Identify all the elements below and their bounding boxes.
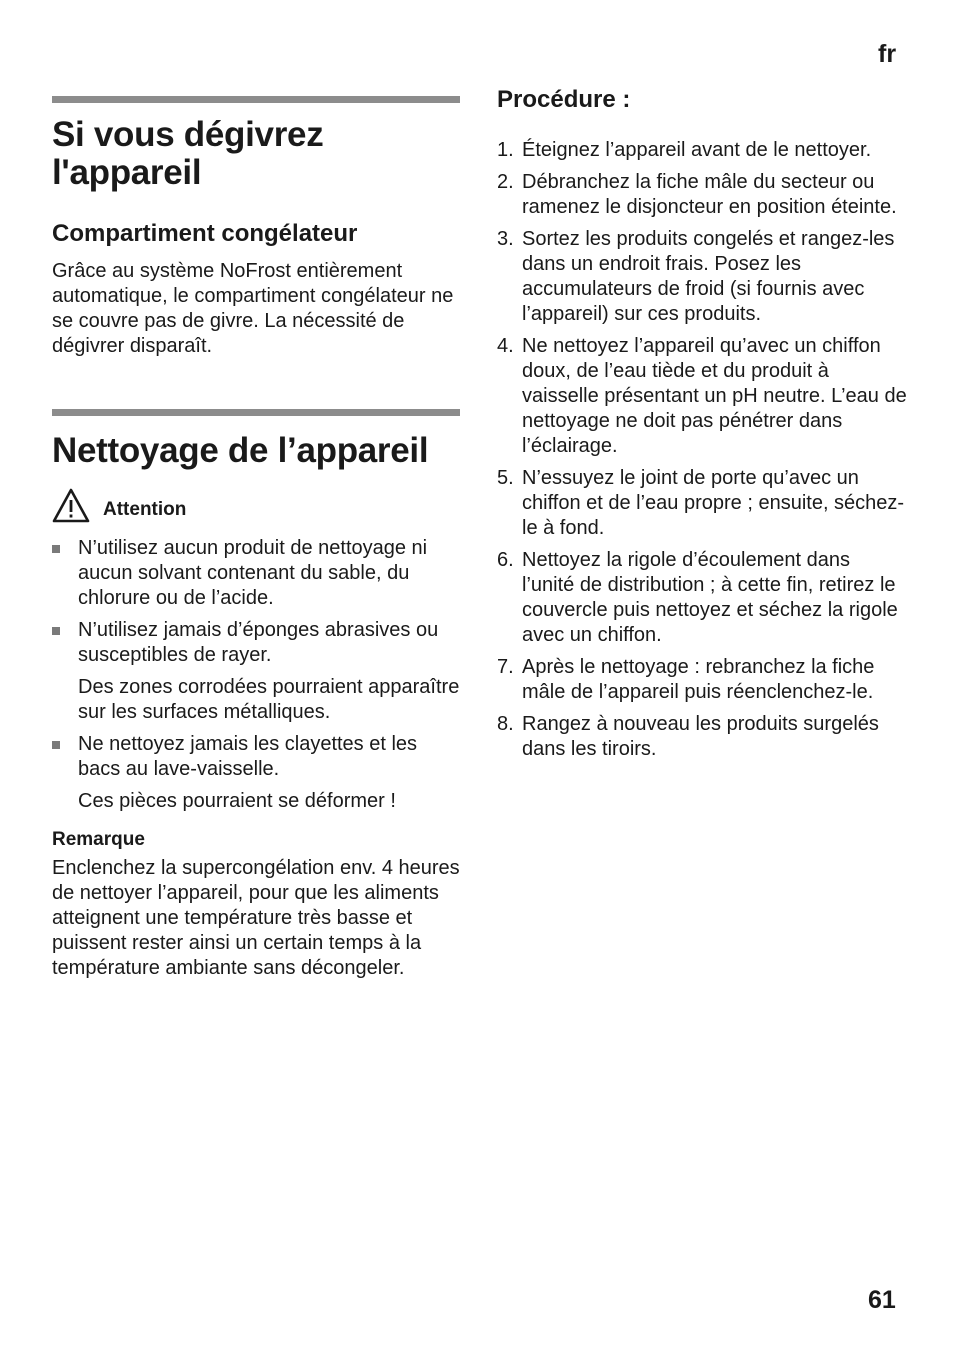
step-text: Éteignez l’appareil avant de le nettoyer. [522,139,872,161]
square-bullet-icon [52,741,60,749]
nofrost-paragraph: Grâce au système NoFrost entièrement automatique, le compartiment congélateur ne se couvre pas de givre. La nécessité de dégivrer disparaît. [52,260,454,357]
procedure-step [497,334,907,459]
procedure-step [497,170,907,220]
section-title-defrost: Si vous dégivrez l'appareil [52,115,324,192]
step-text: Nettoyez la rigole d’écoulement dans l’unité de distribution ; à cette fin, retirez le couvercle puis nettoyez et séchez la rigole avec un chiffon. [522,549,898,646]
step-text: Sortez les produits congelés et rangez-les dans un endroit frais. Posez les accumulateurs de froid (si fournis avec l’appareil) sur ces produits. [522,228,895,325]
remark-label: Remarque [52,829,145,850]
step-number: 5. [497,467,514,489]
step-number: 1. [497,139,514,161]
procedure-step [497,466,907,541]
list-item-text: N’utilisez aucun produit de nettoyage ni aucun solvant contenant du sable, du chlorure ou de l’acide. [78,537,428,609]
procedure-steps [497,138,907,762]
section-rule [52,409,460,416]
step-number: 8. [497,713,514,735]
procedure-step [497,548,907,648]
attention-heading [52,488,460,524]
list-item [52,618,460,668]
warning-list [52,536,460,814]
step-number: 7. [497,656,514,678]
list-item [52,536,460,611]
page-number: 61 [868,1286,896,1314]
step-number: 2. [497,171,514,193]
square-bullet-icon [52,627,60,635]
right-column [497,86,907,769]
step-text: Ne nettoyez l’appareil qu’avec un chiffon doux, de l’eau tiède et du produit à vaisselle présentant un pH neutre. L’eau de nettoyage ne doit pas pénétrer dans l’éclairage. [522,335,907,457]
square-bullet-icon [52,545,60,553]
step-number: 3. [497,228,514,250]
warning-triangle-icon [52,488,90,524]
step-text: Débranchez la fiche mâle du secteur ou ramenez le disjoncteur en position éteinte. [522,171,897,218]
list-item-note: Des zones corrodées pourraient apparaître sur les surfaces métalliques. [78,676,460,723]
list-item-text: N’utilisez jamais d’éponges abrasives ou susceptibles de rayer. [78,619,439,666]
procedure-step [497,712,907,762]
list-item-note: Ces pièces pourraient se déformer ! [78,790,396,812]
procedure-title: Procédure : [497,86,631,113]
language-tag: fr [878,40,897,68]
remark-paragraph: Enclenchez la supercongélation env. 4 heures de nettoyer l’appareil, pour que les aliments atteignent une température très basse et puissent rester ainsi un certain temps à la température ambiante sans décongeler. [52,857,460,979]
procedure-step [497,655,907,705]
step-text: Rangez à nouveau les produits surgelés dans les tiroirs. [522,713,879,760]
attention-label: Attention [103,499,187,520]
left-column [52,96,460,981]
section-rule [52,96,460,103]
procedure-step [497,227,907,327]
list-item-text: Ne nettoyez jamais les clayettes et les bacs au lave-vaisselle. [78,733,418,780]
section-title-cleaning: Nettoyage de l’appareil [52,431,429,470]
step-number: 4. [497,335,514,357]
step-text: N’essuyez le joint de porte qu’avec un chiffon et de l’eau propre ; ensuite, séchez-le à fond. [522,467,905,539]
procedure-step [497,138,907,163]
section-subtitle-freezer: Compartiment congélateur [52,220,358,247]
list-item [52,732,460,782]
step-number: 6. [497,549,514,571]
step-text: Après le nettoyage : rebranchez la fiche mâle de l’appareil puis réenclenchez-le. [522,656,875,703]
